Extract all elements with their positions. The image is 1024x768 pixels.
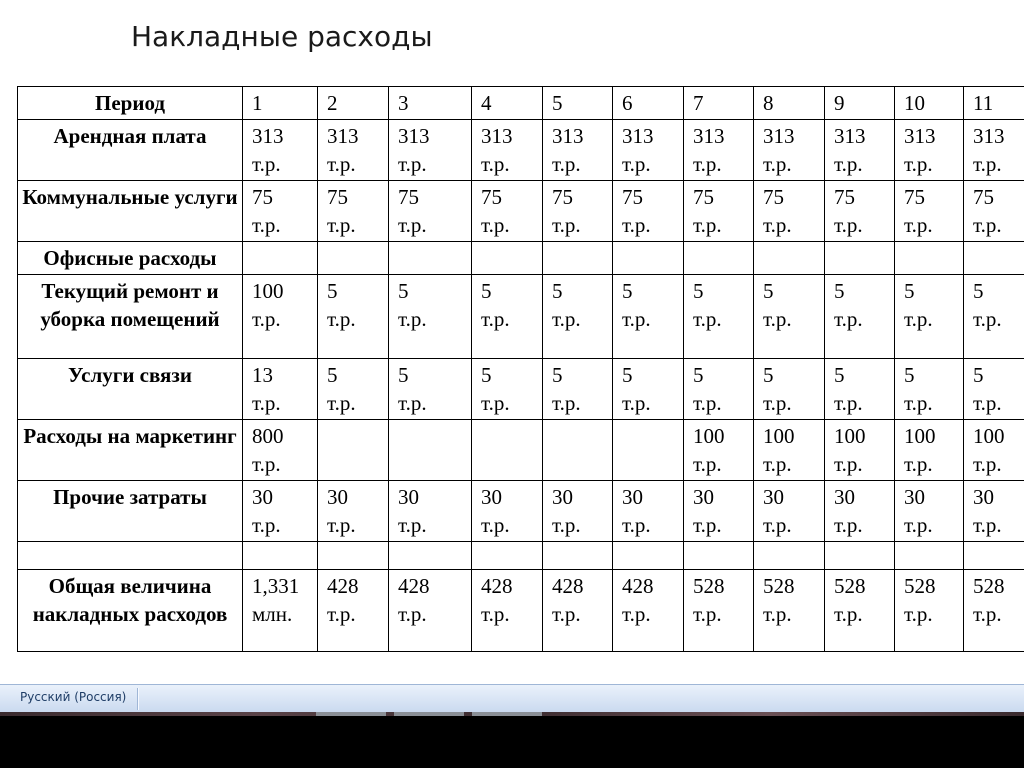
row-label-cell [18, 570, 243, 652]
table-cell [472, 275, 543, 359]
table-cell [318, 275, 389, 359]
table-cell [543, 87, 613, 120]
table-cell [684, 481, 754, 542]
table-cell [543, 120, 613, 181]
table-cell [825, 275, 895, 359]
row-label: Офисные расходы [43, 246, 217, 270]
table-cell [964, 87, 1024, 120]
table-cell [472, 570, 543, 652]
table-cell [754, 242, 825, 275]
cell-value: 313 т.р. [834, 124, 866, 176]
table-cell [243, 542, 318, 570]
table-cell [243, 570, 318, 652]
table-cell [243, 181, 318, 242]
row-label: Расходы на маркетинг [23, 424, 237, 448]
cell-value: 428 т.р. [481, 574, 513, 626]
cell-value: 30 т.р. [973, 485, 1002, 537]
table-cell [389, 242, 472, 275]
cell-value: 5 т.р. [327, 363, 356, 415]
language-indicator[interactable]: Русский (Россия) [20, 690, 127, 704]
cell-value: 100 т.р. [252, 279, 284, 331]
row-label-cell [18, 242, 243, 275]
table-cell [389, 181, 472, 242]
table-cell [613, 542, 684, 570]
cell-value: 428 т.р. [552, 574, 584, 626]
row-label: Общая величина накладных расходов [32, 574, 228, 626]
cell-value: 5 т.р. [763, 363, 792, 415]
cell-value: 30 т.р. [693, 485, 722, 537]
table-cell [543, 275, 613, 359]
cell-value: 5 т.р. [622, 279, 651, 331]
table-cell [543, 181, 613, 242]
cell-value: 313 т.р. [973, 124, 1005, 176]
table-cell [472, 542, 543, 570]
table-cell [543, 242, 613, 275]
cell-value: 75 т.р. [622, 185, 651, 237]
table-cell [389, 120, 472, 181]
cell-value: 13 т.р. [252, 363, 281, 415]
cell-value: 75 т.р. [252, 185, 281, 237]
cell-value: 5 т.р. [552, 363, 581, 415]
table-cell [472, 359, 543, 420]
table-cell [964, 275, 1024, 359]
cell-value: 5 т.р. [398, 279, 427, 331]
cell-value: 5 т.р. [622, 363, 651, 415]
taskbar-button[interactable] [472, 712, 542, 716]
table-cell [895, 242, 964, 275]
table-cell [964, 481, 1024, 542]
row-label-cell [18, 420, 243, 481]
table-cell [389, 542, 472, 570]
table-cell [754, 120, 825, 181]
period-number: 10 [904, 91, 925, 115]
cell-value: 5 т.р. [481, 279, 510, 331]
row-label-cell [18, 275, 243, 359]
cell-value: 528 т.р. [973, 574, 1005, 626]
cell-value: 313 т.р. [763, 124, 795, 176]
table-cell [472, 181, 543, 242]
period-number: 4 [481, 91, 492, 115]
cell-value: 5 т.р. [973, 363, 1002, 415]
table-cell [613, 120, 684, 181]
cell-value: 313 т.р. [622, 124, 654, 176]
table-row [18, 542, 1024, 570]
table-cell [895, 542, 964, 570]
table-cell [389, 481, 472, 542]
period-number: 8 [763, 91, 774, 115]
table-cell [472, 87, 543, 120]
table-cell [613, 275, 684, 359]
cell-value: 75 т.р. [327, 185, 356, 237]
cell-value: 30 т.р. [622, 485, 651, 537]
row-label: Период [95, 91, 165, 115]
table-cell [895, 359, 964, 420]
cell-value: 313 т.р. [904, 124, 936, 176]
table-cell [543, 359, 613, 420]
table-cell [613, 420, 684, 481]
table-cell [318, 481, 389, 542]
cell-value: 5 т.р. [693, 363, 722, 415]
row-label-cell [18, 120, 243, 181]
cell-value: 1,331 млн. [252, 574, 300, 626]
table-cell [964, 420, 1024, 481]
table-cell [895, 420, 964, 481]
cell-value: 75 т.р. [398, 185, 427, 237]
period-number: 1 [252, 91, 263, 115]
cell-value: 528 т.р. [693, 574, 725, 626]
table-cell [613, 481, 684, 542]
table-cell [895, 481, 964, 542]
cell-value: 313 т.р. [327, 124, 359, 176]
cell-value: 428 т.р. [327, 574, 359, 626]
table-cell [825, 542, 895, 570]
table-cell [318, 359, 389, 420]
table-cell [964, 242, 1024, 275]
row-label-cell [18, 481, 243, 542]
table-cell [243, 420, 318, 481]
period-number: 6 [622, 91, 633, 115]
cell-value: 100 т.р. [763, 424, 795, 476]
cell-value: 528 т.р. [763, 574, 795, 626]
table-cell [243, 481, 318, 542]
table-cell [825, 420, 895, 481]
table-cell [825, 181, 895, 242]
table-cell [243, 242, 318, 275]
table-cell [754, 481, 825, 542]
cell-value: 5 т.р. [327, 279, 356, 331]
table-cell [243, 359, 318, 420]
cell-value: 75 т.р. [973, 185, 1002, 237]
table-cell [825, 87, 895, 120]
table-row [18, 481, 1024, 542]
table-cell [243, 87, 318, 120]
cell-value: 313 т.р. [252, 124, 284, 176]
table-cell [613, 359, 684, 420]
row-label: Коммунальные услуги [22, 185, 238, 209]
cell-value: 313 т.р. [398, 124, 430, 176]
table-cell [543, 542, 613, 570]
table-header-row [18, 87, 1024, 120]
table-cell [825, 570, 895, 652]
table-cell [825, 481, 895, 542]
cell-value: 800 т.р. [252, 424, 284, 476]
table-row [18, 420, 1024, 481]
row-label-cell [18, 87, 243, 120]
taskbar-button[interactable] [316, 712, 386, 716]
table-cell [754, 359, 825, 420]
cell-value: 313 т.р. [481, 124, 513, 176]
table-cell [684, 242, 754, 275]
table-cell [613, 570, 684, 652]
cell-value: 30 т.р. [481, 485, 510, 537]
table-cell [684, 87, 754, 120]
table-cell [318, 87, 389, 120]
cell-value: 528 т.р. [834, 574, 866, 626]
cell-value: 75 т.р. [834, 185, 863, 237]
table-cell [964, 359, 1024, 420]
status-bar-separator [137, 688, 139, 710]
slide-title: Накладные расходы [131, 20, 433, 53]
cell-value: 5 т.р. [834, 279, 863, 331]
table-cell [389, 420, 472, 481]
row-label-cell [18, 181, 243, 242]
table-row [18, 570, 1024, 652]
table-cell [389, 570, 472, 652]
cell-value: 30 т.р. [834, 485, 863, 537]
table-cell [684, 359, 754, 420]
period-number: 7 [693, 91, 704, 115]
table-cell [684, 181, 754, 242]
table-cell [318, 542, 389, 570]
cell-value: 30 т.р. [398, 485, 427, 537]
cell-value: 75 т.р. [693, 185, 722, 237]
cell-value: 100 т.р. [693, 424, 725, 476]
table-cell [964, 120, 1024, 181]
table-cell [613, 181, 684, 242]
row-label-cell [18, 359, 243, 420]
table-row [18, 359, 1024, 420]
taskbar [0, 712, 1024, 768]
period-number: 2 [327, 91, 338, 115]
cell-value: 30 т.р. [252, 485, 281, 537]
period-number: 9 [834, 91, 845, 115]
cell-value: 5 т.р. [481, 363, 510, 415]
table-cell [754, 87, 825, 120]
row-label: Арендная плата [53, 124, 207, 148]
table-cell [895, 120, 964, 181]
table-cell [389, 359, 472, 420]
cell-value: 5 т.р. [763, 279, 792, 331]
cell-value: 100 т.р. [904, 424, 936, 476]
table-cell [754, 275, 825, 359]
cell-value: 75 т.р. [763, 185, 792, 237]
table-cell [684, 275, 754, 359]
table-cell [964, 181, 1024, 242]
table-cell [895, 275, 964, 359]
table-cell [543, 481, 613, 542]
table-cell [472, 481, 543, 542]
table-cell [543, 420, 613, 481]
table-cell [895, 181, 964, 242]
table-cell [825, 120, 895, 181]
table-cell [964, 570, 1024, 652]
table-cell [318, 242, 389, 275]
table-row [18, 120, 1024, 181]
table-cell [895, 570, 964, 652]
cell-value: 30 т.р. [763, 485, 792, 537]
cell-value: 75 т.р. [552, 185, 581, 237]
cell-value: 30 т.р. [904, 485, 933, 537]
table-cell [243, 120, 318, 181]
table-cell [825, 242, 895, 275]
table-cell [318, 181, 389, 242]
table-cell [684, 570, 754, 652]
table-cell [754, 542, 825, 570]
cell-value: 5 т.р. [693, 279, 722, 331]
overhead-table [17, 86, 1024, 652]
table-cell [613, 87, 684, 120]
table-row [18, 181, 1024, 242]
cell-value: 313 т.р. [693, 124, 725, 176]
cell-value: 5 т.р. [552, 279, 581, 331]
period-number: 5 [552, 91, 563, 115]
table-cell [318, 120, 389, 181]
period-number: 11 [973, 91, 994, 115]
cell-value: 75 т.р. [904, 185, 933, 237]
table-row [18, 275, 1024, 359]
table-cell [543, 570, 613, 652]
cell-value: 5 т.р. [834, 363, 863, 415]
table-cell [472, 120, 543, 181]
cell-value: 428 т.р. [398, 574, 430, 626]
row-label: Услуги связи [68, 363, 192, 387]
table-cell [684, 120, 754, 181]
cell-value: 428 т.р. [622, 574, 654, 626]
table-cell [389, 87, 472, 120]
cell-value: 30 т.р. [327, 485, 356, 537]
table-row [18, 242, 1024, 275]
table-cell [754, 570, 825, 652]
taskbar-button[interactable] [394, 712, 464, 716]
row-label-cell [18, 542, 243, 570]
cell-value: 30 т.р. [552, 485, 581, 537]
table-cell [389, 275, 472, 359]
table-cell [318, 570, 389, 652]
cell-value: 100 т.р. [973, 424, 1005, 476]
table-cell [964, 542, 1024, 570]
cell-value: 528 т.р. [904, 574, 936, 626]
cell-value: 75 т.р. [481, 185, 510, 237]
cell-value: 5 т.р. [398, 363, 427, 415]
row-label: Текущий ремонт и уборка помещений [40, 279, 220, 331]
table-cell [825, 359, 895, 420]
table-cell [472, 242, 543, 275]
table-cell [754, 420, 825, 481]
cell-value: 100 т.р. [834, 424, 866, 476]
table-cell [318, 420, 389, 481]
table-cell [613, 242, 684, 275]
row-label: Прочие затраты [53, 485, 207, 509]
cell-value: 5 т.р. [973, 279, 1002, 331]
table-cell [243, 275, 318, 359]
table-cell [472, 420, 543, 481]
cell-value: 5 т.р. [904, 363, 933, 415]
status-bar [0, 684, 1024, 713]
table-cell [754, 181, 825, 242]
table-cell [684, 420, 754, 481]
table-cell [895, 87, 964, 120]
cell-value: 313 т.р. [552, 124, 584, 176]
table-cell [684, 542, 754, 570]
cell-value: 5 т.р. [904, 279, 933, 331]
period-number: 3 [398, 91, 409, 115]
